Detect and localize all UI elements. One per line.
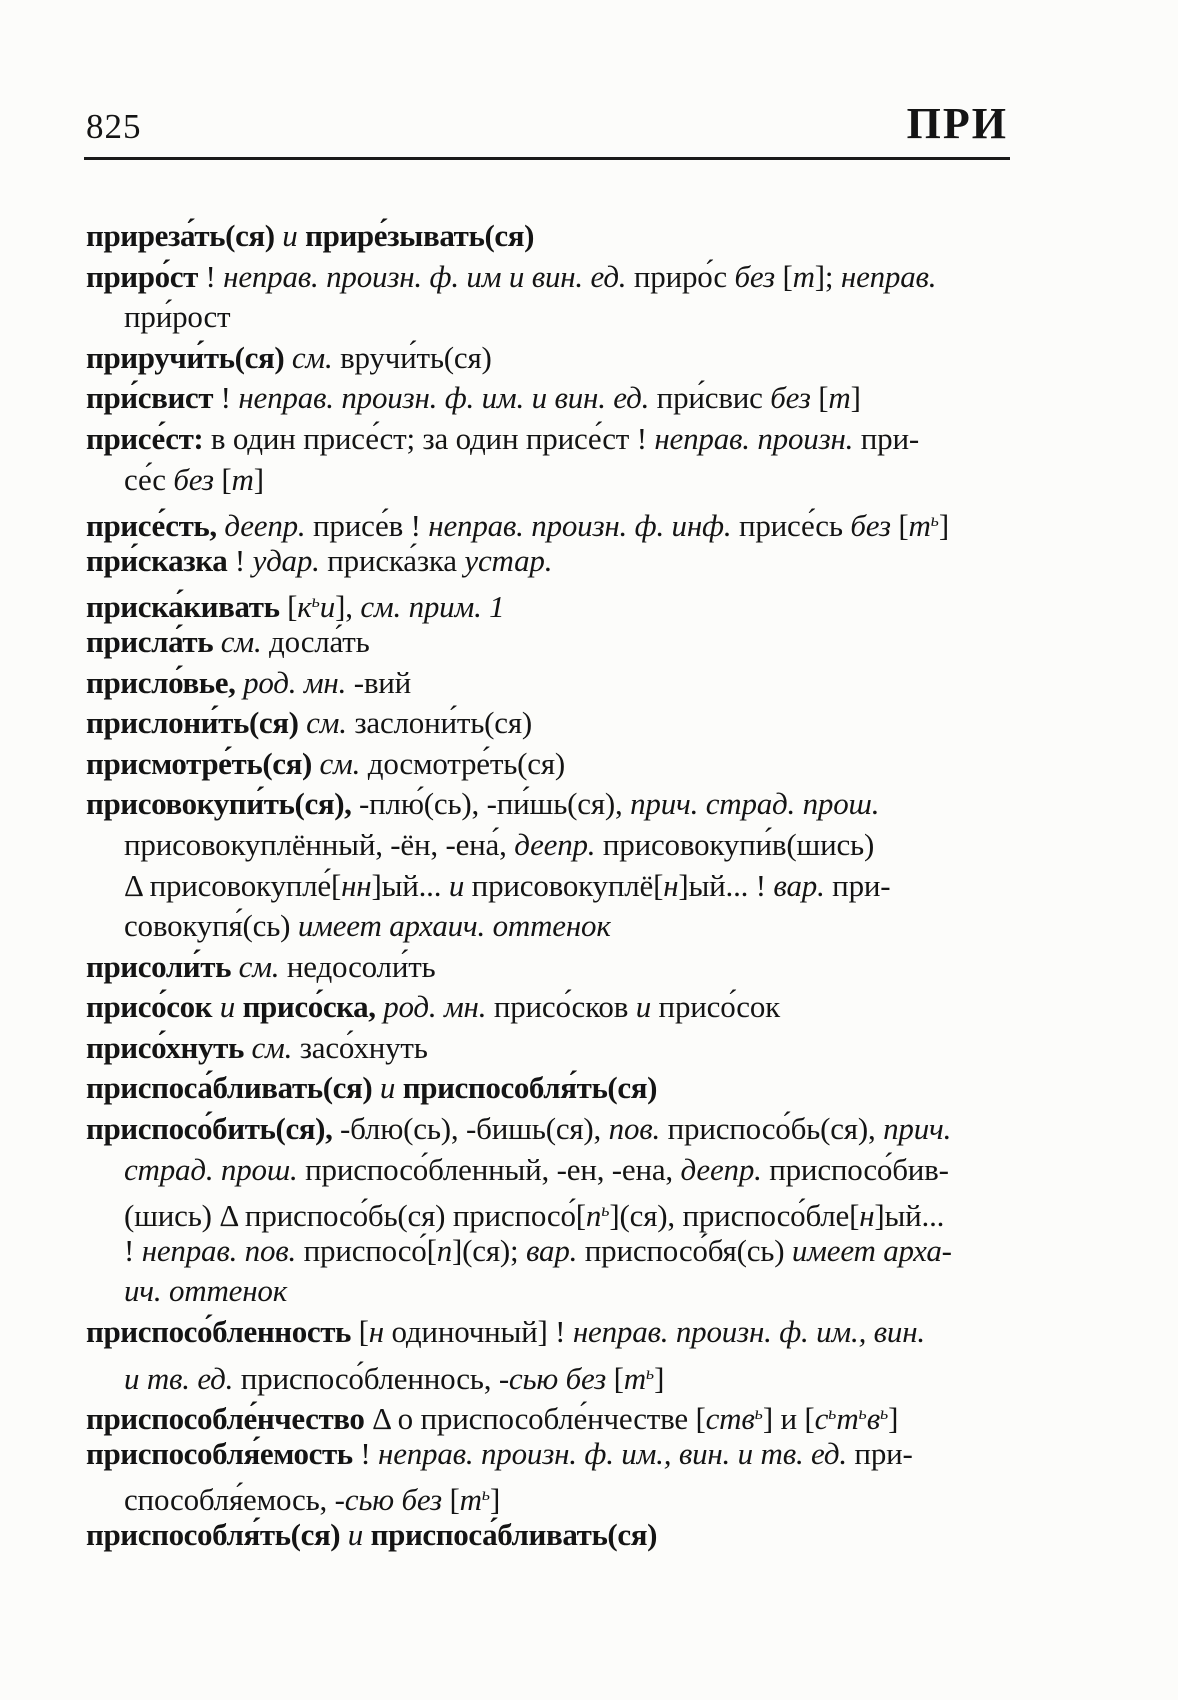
entry-text: -блю(сь), -бишь(ся), (332, 1111, 609, 1147)
entry-text: ич. оттенок (124, 1273, 288, 1309)
entry-text: при- (824, 867, 891, 903)
entry-text: н (859, 1198, 875, 1234)
entry-line (86, 541, 1146, 582)
entry-text: род. мн. (243, 664, 347, 700)
headword-text: при́свист (86, 380, 214, 416)
headword-text: приспосо́бить(ся), (86, 1111, 333, 1147)
entry-text: приска́зка (319, 542, 465, 578)
entry-text: пов. (608, 1111, 661, 1147)
entry-text: к (297, 589, 312, 625)
headword-text: прире́зывать(ся) (305, 218, 535, 253)
entry-text: в (866, 1401, 880, 1437)
entry-text: приспосо́бленнось, (233, 1360, 499, 1396)
entry-line (86, 216, 1146, 257)
entry-text: т (623, 1360, 646, 1396)
entry-text (244, 1030, 252, 1065)
entry-text: ! (197, 258, 224, 294)
entry-text: ]; (814, 258, 841, 294)
entry-text: ! (124, 1232, 142, 1268)
entry-text: ь (645, 1362, 655, 1383)
entry-text: удар. (252, 542, 320, 578)
entry-text: [ (774, 258, 793, 294)
entry-text: се́с (124, 461, 174, 497)
entry-text: ] (654, 1360, 665, 1396)
entry-text: ]ый... (874, 1198, 945, 1234)
entry-text: приспосо́[ (296, 1232, 437, 1268)
entry-text: ] (253, 461, 264, 497)
entry-line (86, 1393, 1146, 1437)
entry-text: ] (489, 1482, 501, 1518)
entry-text: н (663, 867, 679, 903)
entry-text: с (814, 1401, 829, 1437)
entry-text: [ (351, 1314, 369, 1350)
entry-text: без (173, 461, 214, 497)
entry-text: [ (441, 1482, 460, 1518)
entry-text: присовокуплённый, -ён, -ена́, (124, 826, 515, 862)
headword-text: присо́хнуть (86, 1029, 244, 1065)
headword-text: присло́вье, (86, 664, 236, 700)
entry-line (86, 1474, 1146, 1518)
entry-text: ] (938, 508, 949, 544)
entry-line (86, 1109, 1146, 1150)
entry-line (86, 1068, 1146, 1109)
entry-text (372, 1070, 380, 1105)
entry-line (86, 825, 1146, 866)
entry-text: деепр. (224, 508, 306, 544)
entry-text: ]ый... (371, 867, 449, 903)
entry-text: присе́сь (731, 508, 851, 544)
entry-text: ь (311, 591, 320, 612)
headword-text: присо́сок (86, 989, 213, 1025)
entry-text: деепр. (680, 1151, 762, 1187)
entry-text (231, 949, 239, 984)
entry-text: приспосо́бленный, -ен, -ена, (297, 1151, 681, 1187)
entry-line (86, 1028, 1146, 1069)
entry-text: присо́сков (486, 989, 636, 1025)
entry-text: -сью без (498, 1360, 607, 1396)
headword-text: приро́ст (86, 258, 198, 294)
entry-text: см. (306, 705, 347, 741)
headword-text: приска́кивать (86, 589, 280, 625)
entry-text: ь (754, 1403, 763, 1424)
entry-line (86, 460, 1146, 501)
entry-text: при- (853, 420, 919, 456)
entry-line (86, 419, 1146, 460)
entry-text: [ (213, 461, 232, 497)
entry-text (340, 1517, 348, 1552)
entry-text: -плю́(сь), -пи́шь(ся), (351, 786, 631, 822)
entry-text: приспосо́бя(сь) (577, 1232, 792, 1268)
entry-text: ь (601, 1200, 610, 1221)
entry-line (86, 1515, 1146, 1556)
entry-text: ] (888, 1401, 899, 1437)
entry-text: неправ. произн. ф. инф. (428, 508, 732, 544)
entry-text: см. прим. 1 (360, 589, 505, 625)
entry-line (86, 987, 1146, 1028)
headword-text: приспоса́бливать(ся) (86, 1070, 373, 1106)
entry-text: Δ присовокупле́[ (124, 867, 342, 903)
entry-text: см. (251, 1029, 293, 1065)
entry-text: досла́ть (261, 623, 370, 659)
entry-text: неправ. произн. (654, 420, 854, 456)
entry-text: неправ. произн. ф. им. и вин. ед. (238, 380, 650, 416)
headword-text: приспособля́емость (86, 1435, 353, 1471)
entry-text: нн (341, 867, 372, 903)
entry-text: т (459, 1482, 482, 1518)
headword-text: приспосо́бленность (86, 1314, 352, 1350)
entry-text: вар. (526, 1232, 578, 1268)
entry-text: ](ся), приспосо́бле[ (609, 1198, 860, 1234)
entry-line (86, 1231, 1146, 1272)
entry-text: ! (352, 1435, 379, 1471)
headword-text: прислони́ть(ся) (86, 705, 299, 741)
entry-text: одиночный] ! (383, 1314, 573, 1350)
entry-list (86, 216, 1146, 1556)
entry-text: засо́хнуть (292, 1029, 428, 1065)
guide-word: ПРИ (906, 99, 1008, 148)
entry-text: н (368, 1314, 384, 1350)
entry-line (86, 622, 1146, 663)
headword-text: присла́ть (86, 623, 214, 659)
entry-text (236, 665, 244, 700)
entry-text: ь (879, 1403, 889, 1424)
entry-text: совокупя́(сь) (124, 908, 298, 944)
entry-text: см. (220, 623, 262, 659)
entry-text: при- (846, 1435, 913, 1471)
entry-text: [ (890, 508, 909, 544)
entry-text (212, 989, 220, 1024)
entry-text: п (436, 1232, 453, 1268)
entry-text: без (734, 258, 775, 294)
entry-text: и (319, 589, 336, 625)
entry-line (86, 703, 1146, 744)
entry-line (86, 1312, 1146, 1353)
entry-text: присо́сок (651, 989, 780, 1025)
entry-text: вар. (773, 867, 825, 903)
entry-line (86, 906, 1146, 947)
entry-text (235, 989, 243, 1024)
entry-text: имеет арха- (791, 1232, 952, 1268)
entry-text: ств (705, 1401, 755, 1437)
page-number: 825 (86, 107, 142, 146)
entry-line (86, 257, 1146, 298)
entry-line (86, 1150, 1146, 1191)
entry-text: присовокуплё[ (464, 867, 664, 903)
entry-line (86, 1434, 1146, 1475)
entry-text: при́свис (649, 380, 771, 416)
entry-text: неправ. пов. (141, 1232, 297, 1268)
entry-text: в один присе́ст; за один присе́ст ! (203, 420, 655, 456)
entry-text: -вий (346, 664, 412, 700)
entry-text: т (231, 461, 254, 497)
entry-line (86, 378, 1146, 419)
entry-text: способля́емось, (124, 1482, 335, 1518)
headword-text: приспособля́ть(ся) (402, 1070, 658, 1106)
entry-line (86, 947, 1146, 988)
entry-text: и (282, 218, 298, 253)
entry-text: см. (238, 948, 280, 984)
entry-text: вручи́ть(ся) (332, 339, 492, 375)
entry-text: недосоли́ть (279, 948, 436, 984)
entry-text (363, 1517, 371, 1552)
headword-text: присоли́ть (86, 948, 232, 984)
entry-text: приспосо́бь(ся), (660, 1111, 884, 1147)
entry-text (395, 1070, 403, 1105)
entry-text: т (836, 1401, 859, 1437)
entry-text: т (908, 508, 931, 544)
entry-line (86, 1353, 1146, 1394)
entry-text: имеет архаич. оттенок (297, 908, 611, 944)
entry-text: Δ о приспособле́нчестве [ (364, 1401, 706, 1437)
entry-text: см. (291, 339, 333, 375)
entry-line (86, 297, 1146, 338)
entry-text: ], (335, 589, 361, 625)
entry-line (86, 663, 1146, 704)
entry-text: неправ. (840, 258, 937, 294)
entry-text: род. мн. (383, 989, 487, 1025)
entry-text: ](ся); (452, 1232, 526, 1268)
page-header (86, 98, 1008, 149)
entry-line (86, 1271, 1146, 1312)
entry-text: и (219, 989, 236, 1025)
headword-text: приспособля́ть(ся) (86, 1517, 341, 1552)
entry-line (86, 338, 1146, 379)
headword-text: присе́сть, (86, 508, 217, 544)
entry-text: и тв. ед. (124, 1360, 234, 1396)
entry-text: при́рост (124, 299, 231, 335)
entry-text (312, 746, 320, 781)
headword-text: приспособле́нчество (86, 1401, 365, 1437)
entry-text: и (635, 989, 651, 1025)
entry-text: [ (810, 380, 829, 416)
entry-line (86, 784, 1146, 825)
entry-text: ь (481, 1484, 490, 1505)
entry-text: ! (213, 380, 239, 416)
entry-text: п (585, 1198, 602, 1234)
headword-text: приреза́ть(ся) (86, 218, 275, 253)
entry-text: неправ. произн. ф. им и вин. ед. (223, 258, 627, 294)
entry-line (86, 744, 1146, 785)
entry-text: [ (279, 589, 298, 625)
entry-text: присе́в ! (305, 508, 429, 544)
entry-text: неправ. произн. ф. им., вин. и тв. ед. (378, 1435, 847, 1471)
entry-text: (шись) Δ приспосо́бь(ся) приспосо́[ (124, 1198, 586, 1234)
headword-text: присе́ст: (86, 420, 204, 456)
entry-text: ь (828, 1403, 837, 1424)
entry-line (86, 866, 1146, 907)
headword-text: присовокупи́ть(ся), (86, 786, 352, 822)
entry-line (86, 581, 1146, 625)
entry-text: см. (319, 745, 361, 781)
entry-text: ь (858, 1403, 867, 1424)
entry-text: ь (930, 510, 939, 531)
entry-text: т (828, 380, 851, 416)
entry-text: заслони́ть(ся) (346, 705, 533, 741)
entry-text: прич. страд. прош. (630, 786, 880, 822)
entry-text: ] и [ (762, 1401, 815, 1437)
entry-line (86, 500, 1146, 544)
entry-text: приро́с (626, 258, 735, 294)
entry-text: и (448, 867, 465, 903)
entry-text (299, 705, 307, 740)
entry-text: деепр. (514, 826, 596, 862)
entry-text (213, 624, 221, 659)
entry-text: неправ. произн. ф. им., вин. (572, 1314, 925, 1350)
entry-text: без (770, 380, 811, 416)
entry-text: прич. (883, 1111, 952, 1147)
entry-text: и (347, 1517, 364, 1552)
headword-text: присо́ска, (242, 989, 376, 1025)
entry-text: устар. (464, 542, 553, 578)
headword-text: приручи́ть(ся) (86, 339, 285, 375)
entry-text: -сью без (334, 1482, 442, 1518)
entry-text: страд. прош. (124, 1151, 298, 1187)
entry-text: присовокупи́в(шись) (595, 826, 875, 862)
header-rule (84, 157, 1010, 160)
entry-line (86, 1190, 1146, 1234)
headword-text: присмотре́ть(ся) (86, 745, 312, 781)
entry-text: т (792, 258, 815, 294)
entry-text: досмотре́ть(ся) (360, 745, 566, 781)
entry-text: без (850, 508, 891, 544)
entry-text: приспосо́бив- (761, 1151, 949, 1187)
entry-text: ]ый... ! (678, 867, 774, 903)
entry-text: ] (850, 380, 861, 416)
entry-text (284, 340, 292, 375)
entry-text: ! (227, 542, 253, 578)
headword-text: при́сказка (86, 542, 228, 578)
entry-text: [ (606, 1360, 624, 1396)
headword-text: приспоса́бливать(ся) (370, 1517, 658, 1552)
entry-text: и (379, 1070, 396, 1106)
